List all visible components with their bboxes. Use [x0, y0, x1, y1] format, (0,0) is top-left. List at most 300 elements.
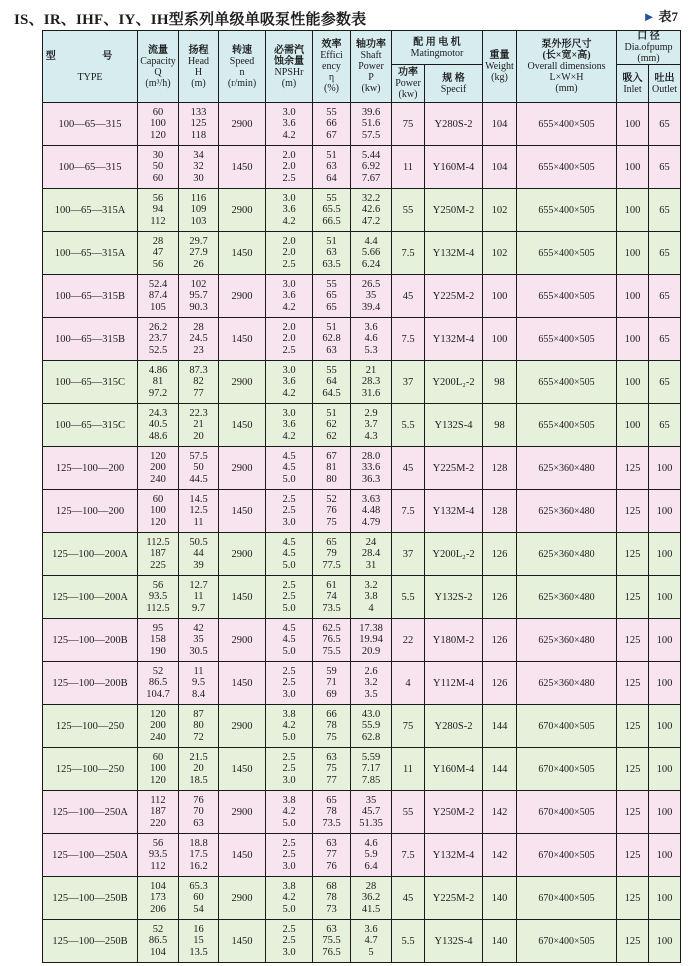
table-row [43, 619, 681, 662]
table-row [43, 705, 681, 748]
dimensions-cell: 655×400×505 [517, 232, 617, 275]
header-speed-cn: 转速 [232, 44, 252, 56]
type-cell: 100—65—315 [43, 103, 138, 146]
weight-cell: 126 [483, 662, 517, 705]
type-cell: 100—65—315C [43, 361, 138, 404]
weight-cell: 100 [483, 275, 517, 318]
capacity-cell: 120 200 240 [138, 447, 179, 490]
header-shaft-power-symbol: P [368, 72, 374, 83]
speed-cell: 1450 [219, 146, 266, 189]
motor-spec-cell: Y132M-4 [425, 232, 483, 275]
outlet-cell: 65 [649, 404, 681, 447]
inlet-cell: 100 [617, 275, 649, 318]
header-type-en: TYPE [77, 71, 103, 83]
motor-power-cell: 55 [392, 791, 425, 834]
header-head-unit: (m) [191, 77, 206, 89]
npsh-cell: 3.8 4.2 5.0 [266, 705, 313, 748]
weight-cell: 98 [483, 361, 517, 404]
inlet-cell: 125 [617, 877, 649, 920]
capacity-cell: 104 173 206 [138, 877, 179, 920]
weight-cell: 102 [483, 232, 517, 275]
speed-cell: 2900 [219, 275, 266, 318]
dimensions-cell: 625×360×480 [517, 576, 617, 619]
head-cell: 29.7 27.9 26 [179, 232, 219, 275]
table-row [43, 361, 681, 404]
header-overall-dimensions [517, 31, 617, 103]
speed-cell: 1450 [219, 490, 266, 533]
header-capacity-cn: 流量 [148, 44, 168, 56]
table-header [43, 31, 681, 103]
speed-cell: 2900 [219, 533, 266, 576]
speed-cell: 2900 [219, 791, 266, 834]
speed-cell: 1450 [219, 748, 266, 791]
header-inlet [617, 65, 649, 103]
capacity-cell: 52 86.5 104.7 [138, 662, 179, 705]
shaft-power-cell: 4.6 5.9 6.4 [351, 834, 392, 877]
head-cell: 12.7 11 9.7 [179, 576, 219, 619]
header-shaft-power [351, 31, 392, 103]
header-inlet-en: Inlet [623, 83, 642, 95]
efficiency-cell: 66 78 75 [313, 705, 351, 748]
shaft-power-cell: 28 36.2 41.5 [351, 877, 392, 920]
motor-spec-cell: Y250M-2 [425, 791, 483, 834]
header-motor-power-cn: 功率 [398, 67, 418, 78]
type-cell: 100—65—315C [43, 404, 138, 447]
motor-spec-cell: Y280S-2 [425, 705, 483, 748]
type-cell: 100—65—315 [43, 146, 138, 189]
motor-spec-cell: Y132S-4 [425, 920, 483, 963]
head-cell: 102 95.7 90.3 [179, 275, 219, 318]
type-cell: 100—65—315A [43, 189, 138, 232]
weight-cell: 126 [483, 533, 517, 576]
type-cell: 125—100—250B [43, 877, 138, 920]
outlet-cell: 65 [649, 361, 681, 404]
motor-spec-cell: Y225M-2 [425, 877, 483, 920]
efficiency-cell: 51 62 62 [313, 404, 351, 447]
header-npsh [266, 31, 313, 103]
table-row [43, 103, 681, 146]
motor-power-cell: 5.5 [392, 576, 425, 619]
motor-spec-cell: Y225M-2 [425, 275, 483, 318]
npsh-cell: 2.5 2.5 3.0 [266, 490, 313, 533]
inlet-cell: 125 [617, 447, 649, 490]
header-dimensions-cn2: (长×宽×高) [542, 50, 591, 61]
efficiency-cell: 61 74 73.5 [313, 576, 351, 619]
capacity-cell: 52.4 87.4 105 [138, 275, 179, 318]
motor-power-cell: 75 [392, 705, 425, 748]
capacity-cell: 26.2 23.7 52.5 [138, 318, 179, 361]
shaft-power-cell: 24 28.4 31 [351, 533, 392, 576]
table-row [43, 877, 681, 920]
type-cell: 125—100—200A [43, 576, 138, 619]
head-cell: 11 9.5 8.4 [179, 662, 219, 705]
speed-cell: 1450 [219, 318, 266, 361]
efficiency-cell: 55 65.5 66.5 [313, 189, 351, 232]
outlet-cell: 100 [649, 490, 681, 533]
shaft-power-cell: 4.4 5.66 6.24 [351, 232, 392, 275]
table-row [43, 189, 681, 232]
motor-spec-cell: Y112M-4 [425, 662, 483, 705]
header-npsh-en: NPSHr [274, 66, 304, 78]
shaft-power-cell: 3.6 4.7 5 [351, 920, 392, 963]
header-shaft-power-en1: Shaft [360, 50, 382, 61]
motor-spec-cell: Y250M-2 [425, 189, 483, 232]
dimensions-cell: 625×360×480 [517, 447, 617, 490]
header-dimensions-cn1: 泵外形尺寸 [541, 39, 592, 50]
header-motor-power-unit: (kw) [398, 89, 418, 100]
outlet-cell: 100 [649, 619, 681, 662]
inlet-cell: 125 [617, 662, 649, 705]
outlet-cell: 100 [649, 447, 681, 490]
header-npsh-cn2: 蚀余量 [274, 55, 304, 67]
capacity-cell: 120 200 240 [138, 705, 179, 748]
motor-power-cell: 7.5 [392, 490, 425, 533]
triangle-right-icon: ► [642, 9, 656, 24]
outlet-cell: 100 [649, 533, 681, 576]
capacity-cell: 112.5 187 225 [138, 533, 179, 576]
efficiency-cell: 63 75.5 76.5 [313, 920, 351, 963]
npsh-cell: 3.8 4.2 5.0 [266, 791, 313, 834]
efficiency-cell: 55 64 64.5 [313, 361, 351, 404]
inlet-cell: 125 [617, 490, 649, 533]
capacity-cell: 4.86 81 97.2 [138, 361, 179, 404]
header-pump-diameter [617, 31, 681, 65]
type-cell: 100—65—315B [43, 275, 138, 318]
npsh-cell: 2.0 2.0 2.5 [266, 232, 313, 275]
type-cell: 125—100—200B [43, 662, 138, 705]
header-speed-symbol: n [239, 66, 245, 78]
capacity-cell: 56 94 112 [138, 189, 179, 232]
dimensions-cell: 625×360×480 [517, 619, 617, 662]
speed-cell: 1450 [219, 576, 266, 619]
head-cell: 87 80 72 [179, 705, 219, 748]
motor-spec-cell: Y132M-4 [425, 834, 483, 877]
header-efficiency-en1: Effici [320, 50, 343, 61]
header-efficiency [313, 31, 351, 103]
inlet-cell: 125 [617, 705, 649, 748]
efficiency-cell: 55 66 67 [313, 103, 351, 146]
speed-cell: 2900 [219, 361, 266, 404]
page-title: IS、IR、IHF、IY、IH型系列单级单吸泵性能参数表 [14, 12, 367, 28]
dimensions-cell: 670×400×505 [517, 877, 617, 920]
npsh-cell: 2.5 2.5 3.0 [266, 748, 313, 791]
table-row [43, 275, 681, 318]
inlet-cell: 125 [617, 748, 649, 791]
header-head-cn: 扬程 [188, 44, 209, 56]
table-row [43, 791, 681, 834]
header-capacity-en: Capacity [140, 55, 176, 67]
table-row [43, 404, 681, 447]
outlet-cell: 65 [649, 146, 681, 189]
efficiency-cell: 63 75 77 [313, 748, 351, 791]
inlet-cell: 125 [617, 619, 649, 662]
head-cell: 65.3 60 54 [179, 877, 219, 920]
weight-cell: 104 [483, 103, 517, 146]
header-speed-en: Speed [229, 55, 255, 67]
shaft-power-cell: 3.63 4.48 4.79 [351, 490, 392, 533]
weight-cell: 98 [483, 404, 517, 447]
speed-cell: 1450 [219, 662, 266, 705]
table-row [43, 533, 681, 576]
header-efficiency-cn: 效率 [321, 39, 342, 50]
head-cell: 57.5 50 44.5 [179, 447, 219, 490]
shaft-power-cell: 3.6 4.6 5.3 [351, 318, 392, 361]
header-capacity [138, 31, 179, 103]
capacity-cell: 60 100 120 [138, 103, 179, 146]
efficiency-cell: 68 78 73 [313, 877, 351, 920]
motor-power-cell: 7.5 [392, 232, 425, 275]
dimensions-cell: 670×400×505 [517, 920, 617, 963]
head-cell: 28 24.5 23 [179, 318, 219, 361]
type-cell: 125—100—250B [43, 920, 138, 963]
header-weight-cn: 重量 [489, 50, 510, 61]
motor-power-cell: 55 [392, 189, 425, 232]
header-mating-motor [392, 31, 483, 65]
efficiency-cell: 51 63 63.5 [313, 232, 351, 275]
table-row [43, 447, 681, 490]
weight-cell: 142 [483, 834, 517, 877]
npsh-cell: 2.0 2.0 2.5 [266, 146, 313, 189]
shaft-power-cell: 3.2 3.8 4 [351, 576, 392, 619]
npsh-cell: 3.0 3.6 4.2 [266, 404, 313, 447]
dimensions-cell: 655×400×505 [517, 146, 617, 189]
head-cell: 14.5 12.5 11 [179, 490, 219, 533]
outlet-cell: 65 [649, 275, 681, 318]
header-motor-power [392, 65, 425, 103]
inlet-cell: 100 [617, 232, 649, 275]
inlet-cell: 100 [617, 103, 649, 146]
head-cell: 76 70 63 [179, 791, 219, 834]
header-outlet-en: Outlet [652, 83, 677, 95]
shaft-power-cell: 2.9 3.7 4.3 [351, 404, 392, 447]
motor-spec-cell: Y160M-4 [425, 748, 483, 791]
npsh-cell: 2.5 2.5 3.0 [266, 920, 313, 963]
capacity-cell: 28 47 56 [138, 232, 179, 275]
header-diameter-unit: (mm) [637, 53, 660, 64]
header-type [43, 31, 138, 103]
motor-power-cell: 11 [392, 146, 425, 189]
header-head-symbol: H [194, 66, 203, 78]
head-cell: 22.3 21 20 [179, 404, 219, 447]
motor-spec-cell: Y280S-2 [425, 103, 483, 146]
npsh-cell: 4.5 4.5 5.0 [266, 619, 313, 662]
header-weight-en: Weight [485, 61, 514, 72]
shaft-power-cell: 28.0 33.6 36.3 [351, 447, 392, 490]
capacity-cell: 112 187 220 [138, 791, 179, 834]
inlet-cell: 125 [617, 533, 649, 576]
header-motor-spec-en: Specif [440, 83, 467, 95]
speed-cell: 1450 [219, 404, 266, 447]
shaft-power-cell: 35 45.7 51.35 [351, 791, 392, 834]
table-row [43, 146, 681, 189]
efficiency-cell: 65 78 73.5 [313, 791, 351, 834]
motor-power-cell: 7.5 [392, 318, 425, 361]
weight-cell: 144 [483, 748, 517, 791]
motor-power-cell: 22 [392, 619, 425, 662]
efficiency-cell: 65 79 77.5 [313, 533, 351, 576]
weight-cell: 102 [483, 189, 517, 232]
table-row [43, 662, 681, 705]
motor-power-cell: 4 [392, 662, 425, 705]
shaft-power-cell: 26.5 35 39.4 [351, 275, 392, 318]
npsh-cell: 3.8 4.2 5.0 [266, 877, 313, 920]
head-cell: 34 32 30 [179, 146, 219, 189]
npsh-cell: 2.5 2.5 3.0 [266, 662, 313, 705]
table-number-label: 表7 [658, 9, 678, 24]
head-cell: 116 109 103 [179, 189, 219, 232]
head-cell: 16 15 13.5 [179, 920, 219, 963]
header-efficiency-unit: (%) [324, 83, 339, 94]
header-dimensions-unit: (mm) [555, 83, 578, 94]
inlet-cell: 125 [617, 791, 649, 834]
npsh-cell: 3.0 3.6 4.2 [266, 189, 313, 232]
dimensions-cell: 625×360×480 [517, 533, 617, 576]
table-row [43, 920, 681, 963]
type-cell: 125—100—200A [43, 533, 138, 576]
weight-cell: 140 [483, 877, 517, 920]
dimensions-cell: 670×400×505 [517, 705, 617, 748]
motor-power-cell: 5.5 [392, 404, 425, 447]
header-dimensions-en: Overall dimensions [527, 61, 606, 72]
table-row [43, 834, 681, 877]
weight-cell: 100 [483, 318, 517, 361]
header-type-cn: 型 号 [45, 50, 135, 62]
dimensions-cell: 670×400×505 [517, 748, 617, 791]
type-cell: 125—100—200 [43, 490, 138, 533]
dimensions-cell: 655×400×505 [517, 318, 617, 361]
header-speed [219, 31, 266, 103]
type-cell: 125—100—250 [43, 705, 138, 748]
outlet-cell: 100 [649, 834, 681, 877]
outlet-cell: 100 [649, 791, 681, 834]
header-shaft-power-unit: (kw) [361, 83, 381, 94]
type-cell: 100—65—315B [43, 318, 138, 361]
pump-spec-table [42, 30, 681, 963]
inlet-cell: 100 [617, 318, 649, 361]
capacity-cell: 60 100 120 [138, 490, 179, 533]
capacity-cell: 56 93.5 112.5 [138, 576, 179, 619]
head-cell: 87.3 82 77 [179, 361, 219, 404]
header-shaft-power-en2: Power [358, 61, 384, 72]
head-cell: 42 35 30.5 [179, 619, 219, 662]
outlet-cell: 100 [649, 705, 681, 748]
motor-power-cell: 7.5 [392, 834, 425, 877]
motor-power-cell: 45 [392, 447, 425, 490]
weight-cell: 142 [483, 791, 517, 834]
motor-spec-cell: Y200L₂-2 [425, 533, 483, 576]
npsh-cell: 3.0 3.6 4.2 [266, 275, 313, 318]
table-row [43, 490, 681, 533]
table-row [43, 748, 681, 791]
efficiency-cell: 63 77 76 [313, 834, 351, 877]
header-shaft-power-cn: 轴功率 [356, 39, 386, 50]
motor-spec-cell: Y160M-4 [425, 146, 483, 189]
speed-cell: 2900 [219, 103, 266, 146]
speed-cell: 2900 [219, 189, 266, 232]
header-inlet-cn: 吸入 [622, 72, 643, 84]
capacity-cell: 56 93.5 112 [138, 834, 179, 877]
efficiency-cell: 55 65 65 [313, 275, 351, 318]
shaft-power-cell: 17.38 19.94 20.9 [351, 619, 392, 662]
header-motor-spec-cn: 规 格 [442, 72, 465, 84]
dimensions-cell: 655×400×505 [517, 404, 617, 447]
motor-power-cell: 37 [392, 533, 425, 576]
speed-cell: 2900 [219, 705, 266, 748]
outlet-cell: 65 [649, 103, 681, 146]
header-motor-spec [425, 65, 483, 103]
motor-power-cell: 45 [392, 877, 425, 920]
weight-cell: 126 [483, 619, 517, 662]
weight-cell: 128 [483, 490, 517, 533]
header-mating-motor-cn: 配 用 电 机 [413, 36, 461, 48]
motor-spec-cell: Y225M-2 [425, 447, 483, 490]
header-efficiency-symbol: η [328, 72, 335, 83]
npsh-cell: 3.0 3.6 4.2 [266, 361, 313, 404]
header-npsh-cn1: 必需汽 [274, 44, 304, 56]
type-cell: 125—100—250A [43, 791, 138, 834]
header-diameter-cn: 口 径 [637, 31, 660, 42]
shaft-power-cell: 39.6 51.6 57.5 [351, 103, 392, 146]
table-body [43, 103, 681, 963]
table-row [43, 232, 681, 275]
shaft-power-cell: 32.2 42.6 47.2 [351, 189, 392, 232]
header-weight-unit: (kg) [491, 72, 508, 83]
motor-power-cell: 75 [392, 103, 425, 146]
motor-spec-cell: Y132M-4 [425, 318, 483, 361]
shaft-power-cell: 43.0 55.9 62.8 [351, 705, 392, 748]
header-head-en: Head [187, 55, 210, 67]
speed-cell: 2900 [219, 619, 266, 662]
shaft-power-cell: 5.59 7.17 7.85 [351, 748, 392, 791]
outlet-cell: 100 [649, 748, 681, 791]
motor-power-cell: 5.5 [392, 920, 425, 963]
motor-power-cell: 37 [392, 361, 425, 404]
dimensions-cell: 655×400×505 [517, 189, 617, 232]
capacity-cell: 52 86.5 104 [138, 920, 179, 963]
motor-power-cell: 45 [392, 275, 425, 318]
speed-cell: 1450 [219, 834, 266, 877]
capacity-cell: 30 50 60 [138, 146, 179, 189]
motor-spec-cell: Y180M-2 [425, 619, 483, 662]
type-cell: 125—100—250A [43, 834, 138, 877]
weight-cell: 104 [483, 146, 517, 189]
motor-spec-cell: Y132S-2 [425, 576, 483, 619]
inlet-cell: 100 [617, 189, 649, 232]
weight-cell: 140 [483, 920, 517, 963]
inlet-cell: 125 [617, 920, 649, 963]
weight-cell: 144 [483, 705, 517, 748]
header-npsh-unit: (m) [281, 77, 297, 89]
outlet-cell: 100 [649, 576, 681, 619]
type-cell: 125—100—250 [43, 748, 138, 791]
inlet-cell: 100 [617, 361, 649, 404]
speed-cell: 1450 [219, 232, 266, 275]
header-head [179, 31, 219, 103]
npsh-cell: 2.5 2.5 5.0 [266, 576, 313, 619]
capacity-cell: 95 158 190 [138, 619, 179, 662]
efficiency-cell: 51 63 64 [313, 146, 351, 189]
outlet-cell: 100 [649, 920, 681, 963]
header-outlet-cn: 吐出 [654, 72, 675, 84]
weight-cell: 126 [483, 576, 517, 619]
efficiency-cell: 52 76 75 [313, 490, 351, 533]
inlet-cell: 125 [617, 834, 649, 877]
motor-spec-cell: Y132M-4 [425, 490, 483, 533]
header-weight [483, 31, 517, 103]
efficiency-cell: 51 62.8 63 [313, 318, 351, 361]
motor-spec-cell: Y200L₂-2 [425, 361, 483, 404]
efficiency-cell: 67 81 80 [313, 447, 351, 490]
